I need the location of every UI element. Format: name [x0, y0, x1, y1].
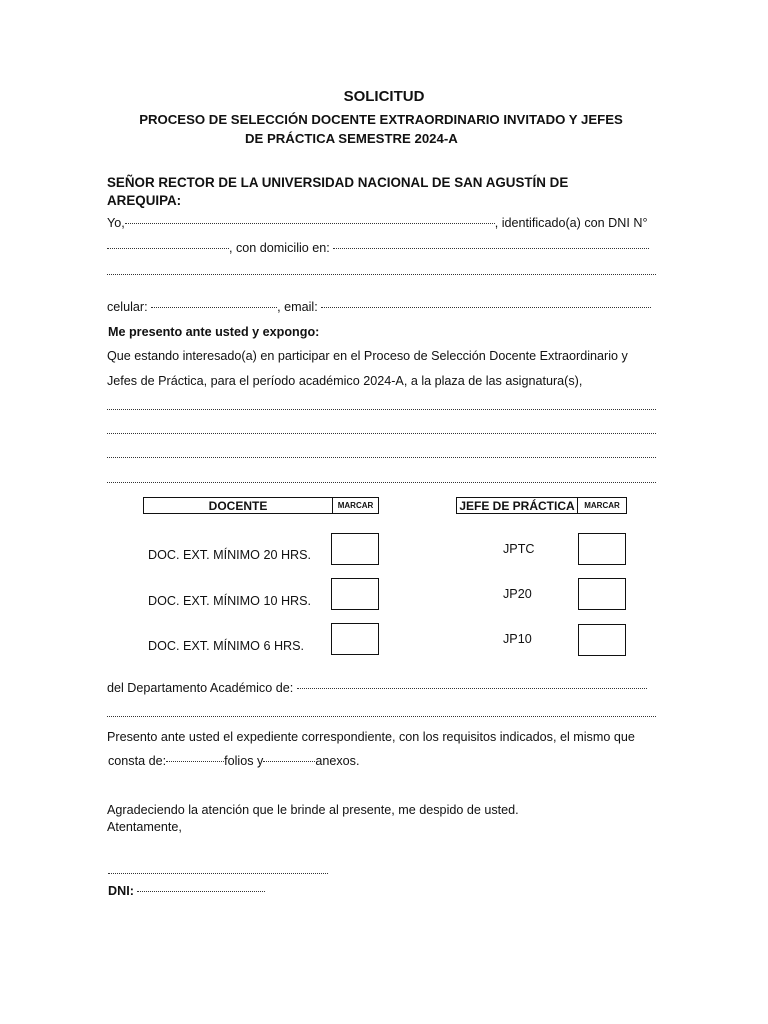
- docente-option-6hrs-checkbox[interactable]: [331, 623, 379, 655]
- signature-dni-blank-field[interactable]: [137, 891, 265, 892]
- department-label: del Departamento Académico de:: [107, 681, 294, 695]
- docente-option-10hrs-label: DOC. EXT. MÍNIMO 10 HRS.: [148, 594, 312, 608]
- contact-row: [107, 300, 656, 314]
- docente-option-6hrs-label: DOC. EXT. MÍNIMO 6 HRS.: [148, 639, 305, 653]
- docente-marcar-header: MARCAR: [337, 501, 374, 510]
- docente-header-box: [143, 497, 379, 514]
- jefe-option-jp10-checkbox[interactable]: [578, 624, 626, 656]
- subject-line-4[interactable]: [107, 482, 656, 483]
- anexos-blank-field[interactable]: [263, 761, 315, 762]
- domicilio-label: , con domicilio en:: [229, 241, 330, 255]
- yo-label: Yo,: [107, 216, 125, 230]
- department-blank-field[interactable]: [297, 688, 647, 689]
- addressee-line1: SEÑOR RECTOR DE LA UNIVERSIDAD NACIONAL DE SAN AGUSTÍN DE: [107, 175, 569, 190]
- folios-label: folios y: [224, 754, 264, 768]
- request-text-line2: Jefes de Práctica, para el período académico 2024-A, a la plaza de las asignatura(s),: [107, 374, 583, 388]
- docente-header: DOCENTE: [144, 498, 333, 513]
- jefe-option-jp20-checkbox[interactable]: [578, 578, 626, 610]
- signature-dni-label: DNI:: [108, 884, 134, 898]
- addressee-line2: AREQUIPA:: [107, 193, 182, 208]
- subject-line-2[interactable]: [107, 433, 656, 434]
- department-continuation-line[interactable]: [107, 716, 656, 717]
- request-heading: Me presento ante usted y expongo:: [108, 325, 320, 339]
- consta-label: consta de:: [108, 754, 167, 768]
- document-subtitle-line1: PROCESO DE SELECCIÓN DOCENTE EXTRAORDINARIO INVITADO Y JEFES: [139, 112, 623, 127]
- department-row: [107, 681, 656, 695]
- closing-regards: Atentamente,: [107, 820, 182, 834]
- anexos-label: anexos.: [315, 754, 360, 768]
- jefe-option-jp20-label: JP20: [503, 587, 532, 601]
- closing-thanks: Agradeciendo la atención que le brinde al presente, me despido de usted.: [107, 803, 519, 817]
- jefe-marcar-header: MARCAR: [584, 501, 620, 510]
- jefe-option-jptc-label: JPTC: [503, 542, 535, 556]
- request-text-line1: Que estando interesado(a) en participar en el Proceso de Selección Docente Extraordinario y: [107, 349, 628, 363]
- name-blank-field[interactable]: [125, 223, 495, 224]
- celular-label: celular:: [107, 300, 148, 314]
- jefe-header: JEFE DE PRÁCTICA: [457, 498, 578, 513]
- subject-line-3[interactable]: [107, 457, 656, 458]
- celular-blank-field[interactable]: [151, 307, 277, 308]
- domicilio-blank-field[interactable]: [333, 248, 649, 249]
- email-label: , email:: [277, 300, 318, 314]
- docente-option-20hrs-checkbox[interactable]: [331, 533, 379, 565]
- expediente-text-line1: Presento ante usted el expediente correspondiente, con los requisitos indicados, el mismo que: [107, 730, 635, 744]
- dni-blank-field[interactable]: [107, 248, 229, 249]
- document-subtitle-line2: DE PRÁCTICA SEMESTRE 2024-A: [245, 131, 458, 146]
- name-dni-row: [107, 216, 656, 230]
- signature-dni-row: [108, 884, 265, 898]
- jefe-option-jptc-checkbox[interactable]: [578, 533, 626, 565]
- docente-option-20hrs-label: DOC. EXT. MÍNIMO 20 HRS.: [148, 548, 312, 562]
- dni-label: , identificado(a) con DNI N°: [494, 216, 648, 230]
- signature-line[interactable]: [108, 873, 328, 874]
- docente-option-10hrs-checkbox[interactable]: [331, 578, 379, 610]
- address-continuation-line[interactable]: [107, 274, 656, 275]
- folios-blank-field[interactable]: [166, 761, 224, 762]
- expediente-row: [108, 754, 359, 768]
- dni-domicilio-row: [107, 241, 656, 255]
- document-title: SOLICITUD: [343, 88, 425, 105]
- jefe-header-box: [456, 497, 627, 514]
- email-blank-field[interactable]: [321, 307, 651, 308]
- jefe-option-jp10-label: JP10: [503, 632, 532, 646]
- subject-line-1[interactable]: [107, 409, 656, 410]
